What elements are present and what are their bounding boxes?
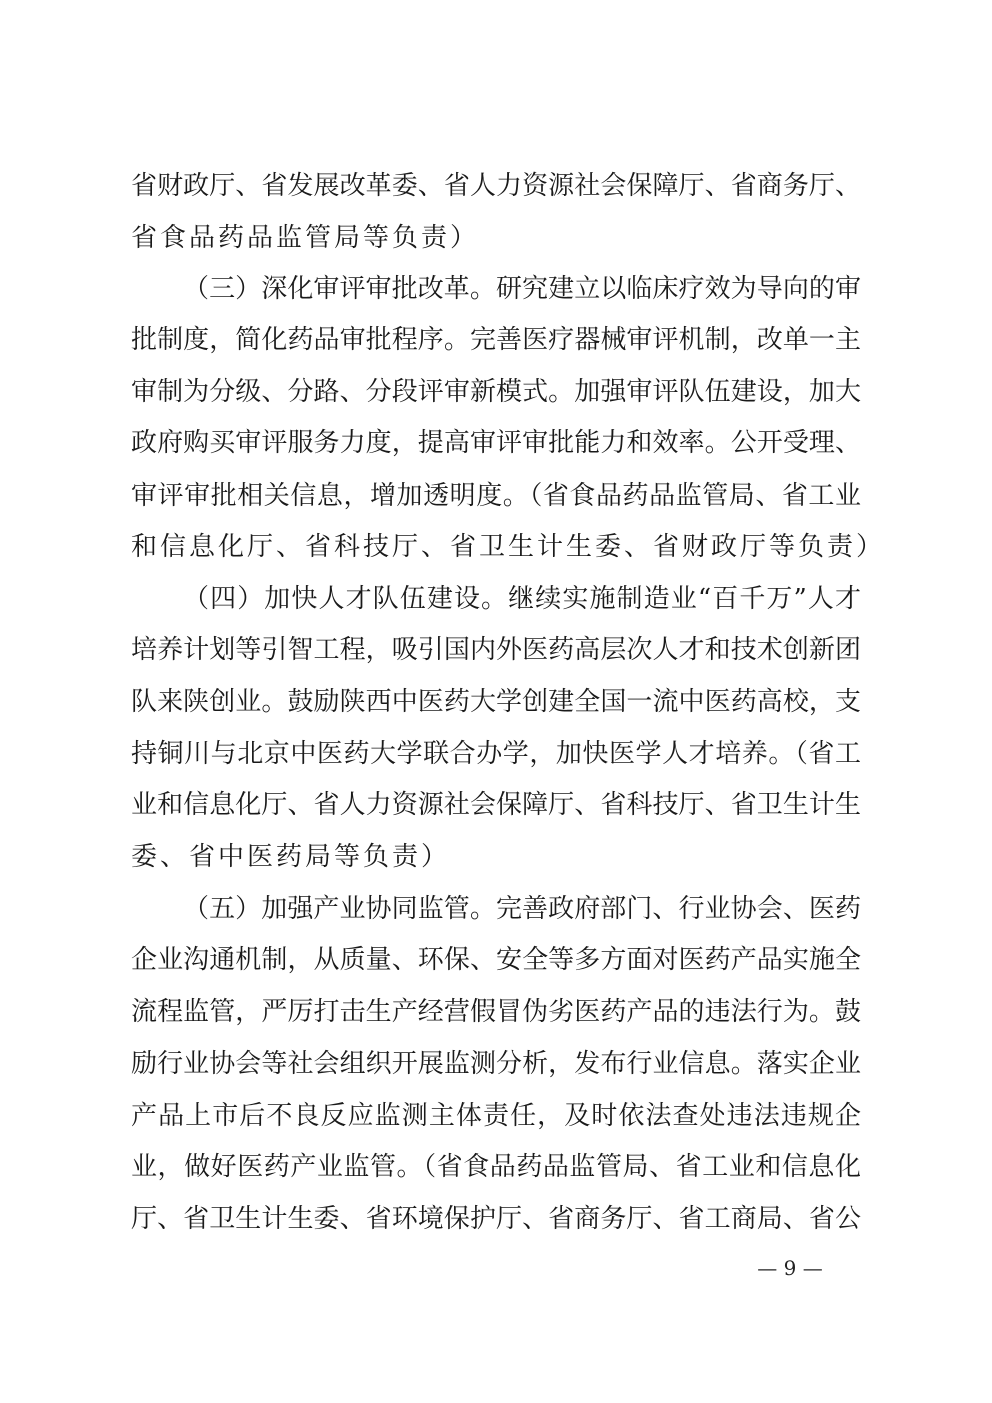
section-heading-3: （三）深化审评审批改革。研究建立以临床疗效为导向的审	[183, 274, 861, 304]
text-line-16: 企业沟通机制，从质量、环保、安全等多方面对医药产品实施全	[131, 945, 861, 975]
text-line-1: 省财政厅、省发展改革委、省人力资源社会保障厅、省商务厅、	[131, 171, 861, 201]
text-line-2: 省食品药品监管局等负责）	[131, 223, 480, 253]
section-heading-5: （五）加强产业协同监管。完善政府部门、行业协会、医药	[183, 894, 861, 924]
text-line-19: 产品上市后不良反应监测主体责任，及时依法查处违法违规企	[131, 1101, 861, 1131]
text-line-8: 和信息化厅、省科技厅、省卫生计生委、省财政厅等负责）	[131, 532, 886, 562]
text-line-21: 厅、省卫生计生委、省环境保护厅、省商务厅、省工商局、省公	[131, 1204, 861, 1234]
text-line-7: 审评审批相关信息，增加透明度。（省食品药品监管局、省工业	[131, 481, 861, 511]
text-line-13: 业和信息化厅、省人力资源社会保障厅、省科技厅、省卫生计生	[131, 790, 861, 820]
text-line-17: 流程监管，严厉打击生产经营假冒伪劣医药产品的违法行为。鼓	[131, 997, 861, 1027]
text-line-10: 培养计划等引智工程，吸引国内外医药高层次人才和技术创新团	[131, 635, 861, 665]
text-line-20: 业，做好医药产业监管。（省食品药品监管局、省工业和信息化	[131, 1152, 861, 1182]
text-line-12: 持铜川与北京中医药大学联合办学，加快医学人才培养。（省工	[131, 739, 861, 769]
text-line-5: 审制为分级、分路、分段评审新模式。加强审评队伍建设，加大	[131, 377, 861, 407]
text-line-11: 队来陕创业。鼓励陕西中医药大学创建全国一流中医药高校，支	[131, 687, 861, 717]
section-heading-4: （四）加快人才队伍建设。继续实施制造业“百千万”人才	[183, 584, 861, 614]
text-line-6: 政府购买审评服务力度，提高审评审批能力和效率。公开受理、	[131, 428, 861, 458]
text-line-4: 批制度，简化药品审批程序。完善医疗器械审评机制，改单一主	[131, 325, 861, 355]
text-line-18: 励行业协会等社会组织开展监测分析，发布行业信息。落实企业	[131, 1049, 861, 1079]
page-number: — 9 —	[757, 1256, 823, 1280]
text-line-14: 委、省中医药局等负责）	[131, 842, 451, 872]
